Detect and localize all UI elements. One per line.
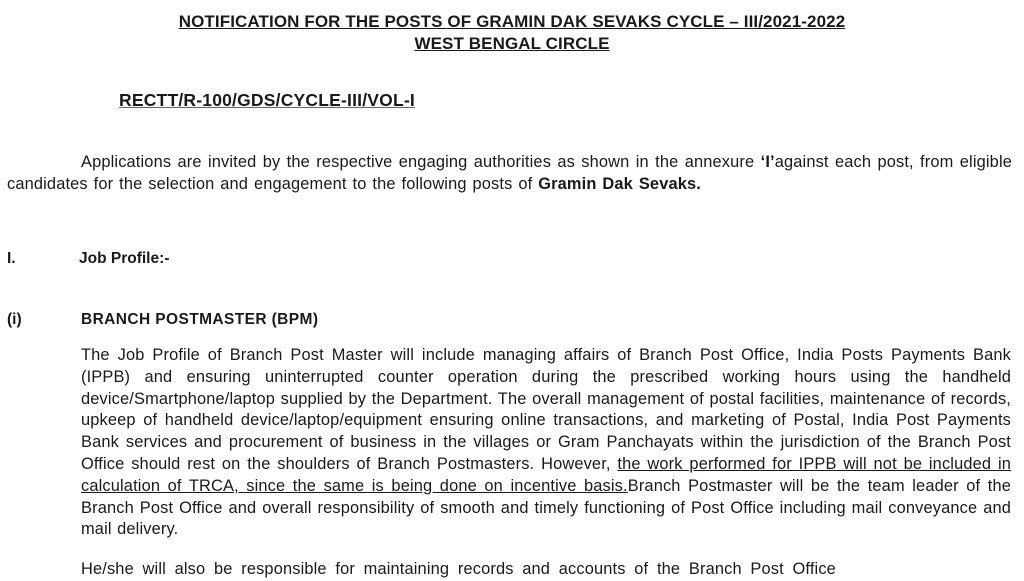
subsection-number: (i) [7, 311, 22, 328]
cut-off-text: He/she will also be responsible for maintaining records and accounts of the Branch Post Office [81, 560, 836, 578]
section-number: I. [7, 250, 16, 267]
cut-off-line [81, 560, 1011, 578]
body-text-part1: The Job Profile of Branch Post Master will include managing affairs of Branch Post Office, India Posts Payments Bank (IPPB) and ensuring uninterrupted counter operation during the prescribed working hours using the handheld device/Smartphone/laptop supplied by the Department. The overall management of postal facilities, maintenance of records, upkeep of handheld device/laptop/equipment ensuring online transactions, and marketing of Postal, India Post Payments Bank services and procurement of business in the villages or Gram Panchayats within the jurisdiction of the Branch Post Office should rest on the shoulders of Branch Postmasters. However, [81, 346, 1011, 473]
intro-bold-end: Gramin Dak Sevaks. [538, 174, 701, 193]
circle-title: WEST BENGAL CIRCLE [414, 34, 610, 53]
notification-title: NOTIFICATION FOR THE POSTS OF GRAMIN DAK SEVAKS CYCLE – III/2021-2022 [178, 12, 846, 31]
job-profile-paragraph [81, 345, 1011, 541]
intro-text-start: Applications are invited by the respective engaging authorities as shown in the annexure [81, 153, 761, 171]
subsection-title: BRANCH POSTMASTER (BPM) [81, 311, 319, 328]
underlined-ippb-note: the work performed for IPPB will not be included in calculation of TRCA, since the same is being done on incentive basis. [81, 454, 1011, 495]
section-title: Job Profile:- [79, 250, 170, 267]
body-text-part2: Branch Postmaster will be the team leader of the Branch Post Office and overall responsibility of smooth and timely functioning of Post Office including mail conveyance and mail delivery. [81, 476, 1011, 539]
annexure-mark: ‘I’ [760, 153, 775, 171]
reference-number: RECTT/R-100/GDS/CYCLE-III/VOL-I [119, 90, 415, 110]
intro-text-middle: against each post, from eligible candidates for the selection and engagement to the following posts of [7, 153, 1012, 193]
intro-paragraph [7, 152, 1012, 196]
